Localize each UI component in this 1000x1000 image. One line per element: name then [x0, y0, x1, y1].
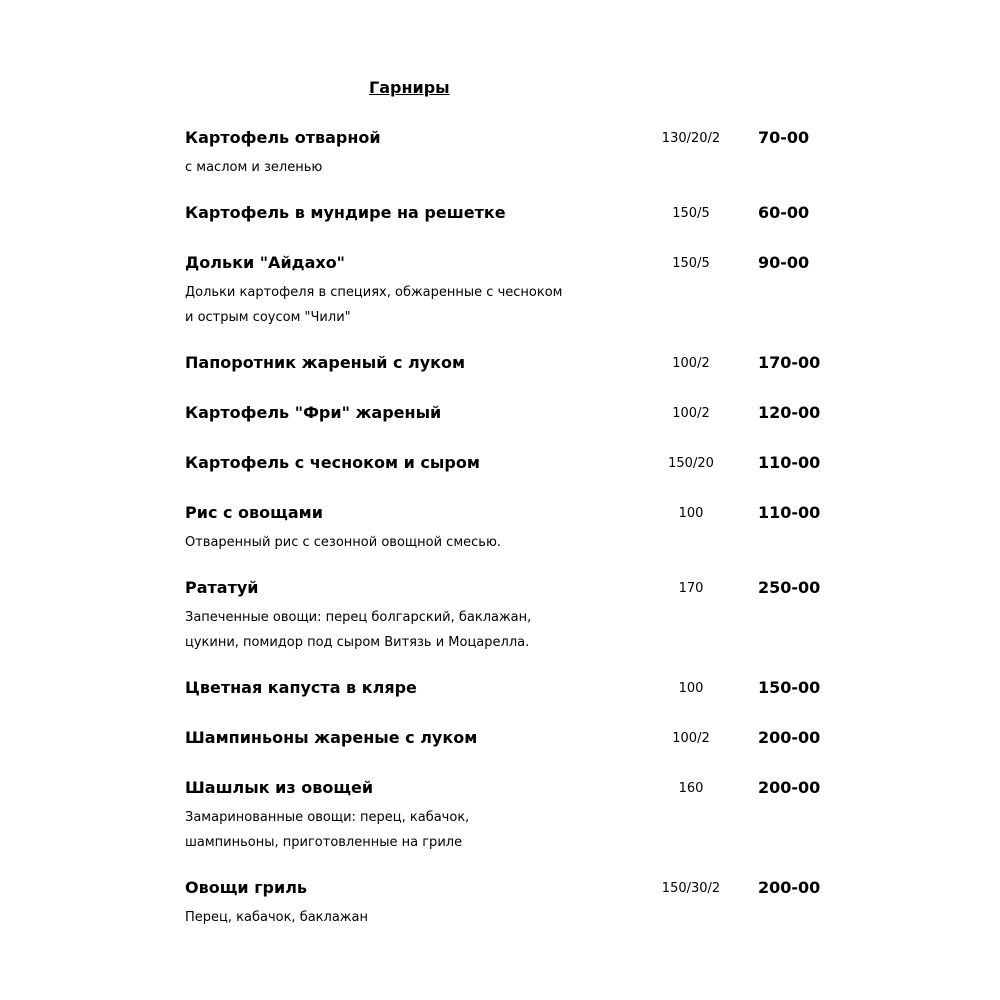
item-description: [185, 905, 368, 930]
item-price: 200-00: [758, 778, 821, 797]
item-price: 110-00: [758, 503, 821, 522]
item-weight: 150/30/2: [661, 881, 721, 896]
item-name: Цветная капуста в кляре: [185, 678, 417, 697]
item-weight: 100/2: [672, 356, 710, 371]
item-name: Картофель "Фри" жареный: [185, 403, 442, 422]
item-weight: 100: [678, 681, 704, 696]
item-name: Дольки "Айдахо": [185, 253, 346, 272]
item-price: 110-00: [758, 453, 821, 472]
menu-item-1: [0, 128, 1000, 188]
item-weight: 100: [678, 506, 704, 521]
item-description: [185, 805, 469, 855]
item-price: 70-00: [758, 128, 810, 147]
item-price: 90-00: [758, 253, 810, 272]
item-description: [185, 155, 322, 180]
item-name: Шампиньоны жареные с луком: [185, 728, 478, 747]
item-price: 170-00: [758, 353, 821, 372]
item-description-line: Отваренный рис с сезонной овощной смесью.: [185, 535, 502, 550]
page-title: Гарниры: [369, 78, 450, 97]
item-name: Картофель в мундире на решетке: [185, 203, 506, 222]
item-description-line: и острым соусом "Чили": [185, 310, 351, 325]
item-name: Папоротник жареный с луком: [185, 353, 466, 372]
item-weight: 100/2: [672, 406, 710, 421]
item-price: 60-00: [758, 203, 810, 222]
item-weight: 160: [678, 781, 704, 796]
item-description-line: цукини, помидор под сыром Витязь и Моцарелла.: [185, 635, 530, 650]
item-price: 120-00: [758, 403, 821, 422]
item-name: Картофель с чесноком и сыром: [185, 453, 480, 472]
item-description-line: шампиньоны, приготовленные на гриле: [185, 835, 463, 850]
menu-item-3: [0, 253, 1000, 325]
item-weight: 100/2: [672, 731, 710, 746]
item-weight: 150/20: [668, 456, 714, 471]
item-name: Шашлык из овощей: [185, 778, 374, 797]
menu-item-11: [0, 778, 1000, 850]
item-price: 200-00: [758, 728, 821, 747]
item-price: 250-00: [758, 578, 821, 597]
menu-item-12: [0, 878, 1000, 938]
item-name: Рататуй: [185, 578, 259, 597]
item-weight: 150/5: [672, 256, 710, 271]
item-name: Рис с овощами: [185, 503, 323, 522]
item-description: [185, 280, 562, 330]
item-weight: 170: [678, 581, 704, 596]
item-description-line: Замаринованные овощи: перец, кабачок,: [185, 810, 470, 825]
item-description-line: Дольки картофеля в специях, обжаренные с чесноком: [185, 285, 563, 300]
item-price: 200-00: [758, 878, 821, 897]
item-description-line: Запеченные овощи: перец болгарский, баклажан,: [185, 610, 532, 625]
item-weight: 150/5: [672, 206, 710, 221]
menu-item-7: [0, 503, 1000, 563]
item-description-line: Перец, кабачок, баклажан: [185, 910, 368, 925]
item-description: [185, 530, 501, 555]
item-name: Картофель отварной: [185, 128, 381, 147]
item-weight: 130/20/2: [661, 131, 721, 146]
item-description-line: с маслом и зеленью: [185, 160, 323, 175]
item-price: 150-00: [758, 678, 821, 697]
menu-item-8: [0, 578, 1000, 650]
item-description: [185, 605, 531, 655]
item-name: Овощи гриль: [185, 878, 308, 897]
